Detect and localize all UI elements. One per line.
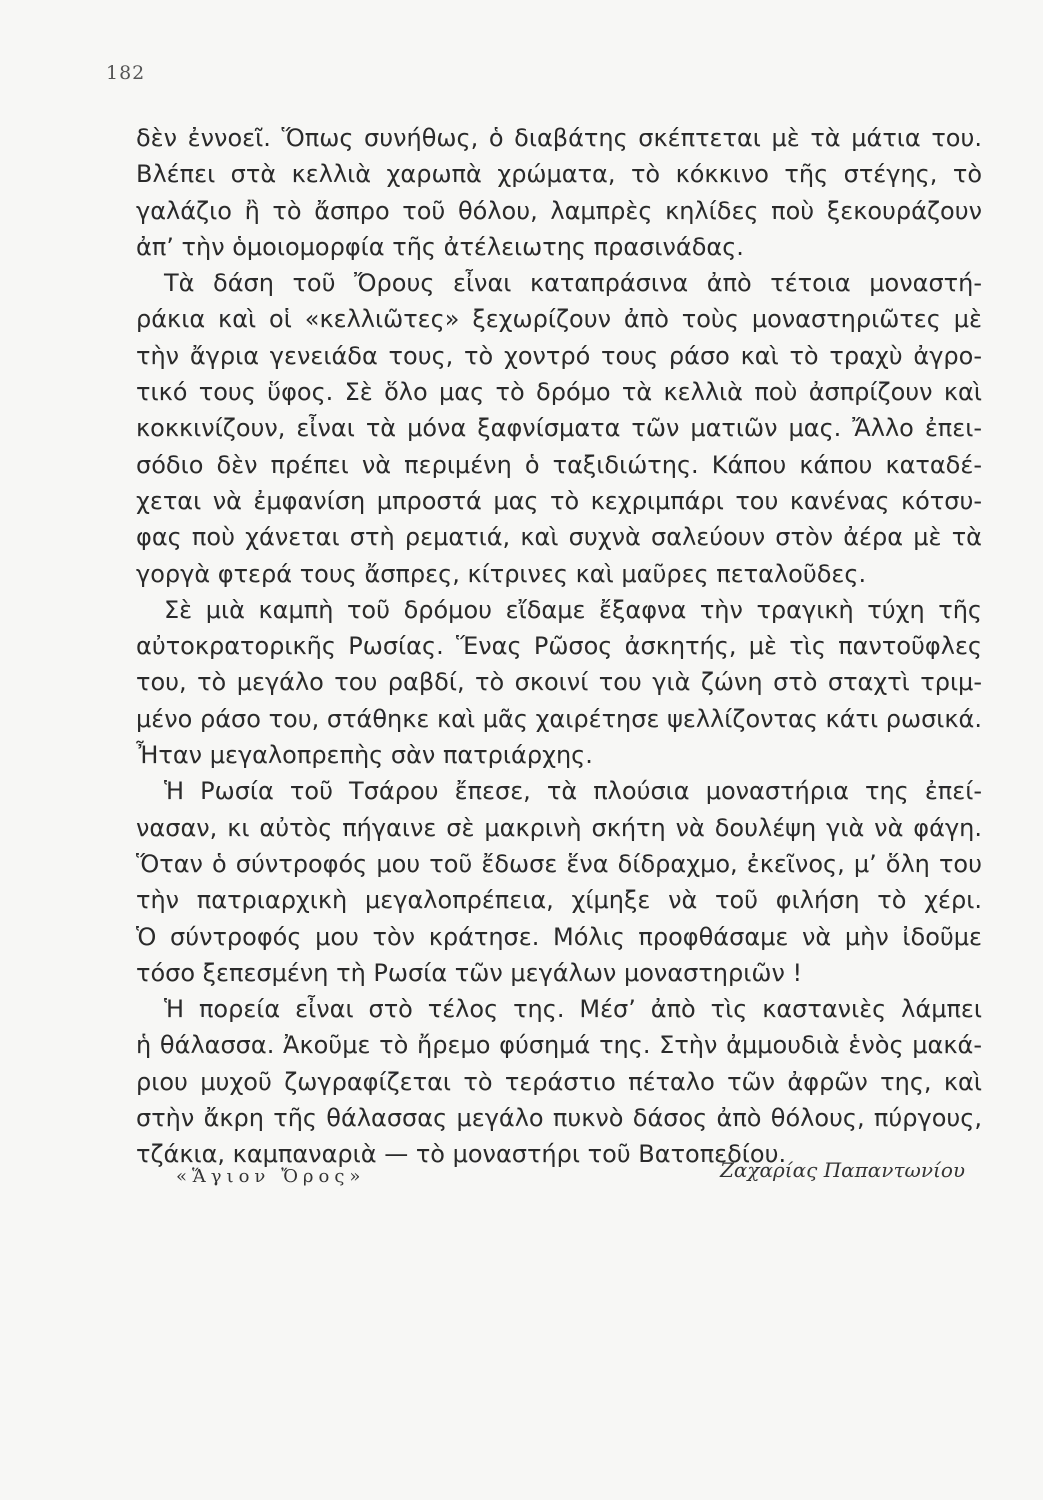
text-line: γοργὰ φτερά τους ἄσπρες, κίτρινες καὶ μαῦρες πεταλοῦδες. [136, 559, 867, 588]
text-line: τὴν ἄγρια γενειάδα τους, τὸ χοντρό τους ράσο καὶ τὸ τραχὺ ἀγρο- [136, 341, 982, 370]
text-line: αὐτοκρατορικῆς Ρωσίας. Ἕνας Ρῶσος ἀσκητής, μὲ τὶς παντοῦφλες [136, 632, 982, 661]
text-line: του, τὸ μεγάλο του ραβδί, τὸ σκοινί του γιὰ ζώνη στὸ σταχτὶ τριμ- [136, 668, 982, 697]
text-line: μένο ράσο του, στάθηκε καὶ μᾶς χαιρέτησε ψελλίζοντας κάτι ρωσικά. [136, 704, 982, 733]
text-line: τζάκια, καμπαναριὰ — τὸ μοναστήρι τοῦ Βατοπεδίου. [136, 1140, 787, 1169]
text-line: Βλέπει στὰ κελλιὰ χαρωπὰ χρώματα, τὸ κόκκινο τῆς στέγης, τὸ [136, 160, 982, 189]
text-line: Ὁ σύντροφός μου τὸν κράτησε. Μόλις προφθάσαμε νὰ μὴν ἰδοῦμε [136, 922, 982, 951]
text-line: Τὰ δάση τοῦ Ὄρους εἶναι καταπράσινα ἀπὸ τέτοια μοναστή- [164, 269, 982, 298]
text-line: κοκκινίζουν, εἶναι τὰ μόνα ξαφνίσματα τῶν ματιῶν μας. Ἄλλο ἐπει- [136, 414, 982, 443]
text-line: Ἡ Ρωσία τοῦ Τσάρου ἔπεσε, τὰ πλούσια μοναστήρια της ἐπεί- [164, 777, 982, 806]
page-number: 182 [106, 62, 146, 84]
text-line: ἀπ’ τὴν ὁμοιομορφία τῆς ἀτέλειωτης πρασινάδας. [136, 232, 744, 261]
text-line: Ἦταν μεγαλοπρεπὴς σὰν πατριάρχης. [136, 741, 593, 770]
text-line: ράκια καὶ οἱ «κελλιῶτες» ξεχωρίζουν ἀπὸ τοὺς μοναστηριῶτες μὲ [136, 305, 982, 334]
text-line: Σὲ μιὰ καμπὴ τοῦ δρόμου εἴδαμε ἔξαφνα τὴν τραγικὴ τύχη τῆς [164, 595, 982, 624]
text-line: ἡ θάλασσα. Ἀκοῦμε τὸ ἤρεμο φύσημά της. Στὴν ἀμμουδιὰ ἑνὸς μακά- [136, 1031, 982, 1060]
text-line: σόδιο δὲν πρέπει νὰ περιμένη ὁ ταξιδιώτης. Κάπου κάπου καταδέ- [136, 450, 982, 479]
text-line: δὲν ἐννοεῖ. Ὅπως συνήθως, ὁ διαβάτης σκέπτεται μὲ τὰ μάτια του. [136, 124, 982, 152]
text-line: τικό τους ὕφος. Σὲ ὅλο μας τὸ δρόμο τὰ κελλιὰ ποὺ ἀσπρίζουν καὶ [136, 378, 982, 407]
author-name: Ζαχαρίας Παπαντωνίου [720, 1158, 966, 1182]
text-line: νασαν, κι αὐτὸς πήγαινε σὲ μακρινὴ σκήτη νὰ δουλέψη γιὰ νὰ φάγη. [136, 813, 982, 842]
text-line: γαλάζιο ἢ τὸ ἄσπρο τοῦ θόλου, λαμπρὲς κηλίδες ποὺ ξεκουράζουν [136, 196, 982, 225]
text-line: ριου μυχοῦ ζωγραφίζεται τὸ τεράστιο πέταλο τῶν ἀφρῶν της, καὶ [136, 1067, 982, 1096]
source-title: «Ἅγιον Ὄρος» [176, 1166, 366, 1187]
text-line: Ὅταν ὁ σύντροφός μου τοῦ ἔδωσε ἕνα δίδραχμο, ἐκεῖνος, μ’ ὅλη του [136, 849, 982, 878]
text-line: Ἡ πορεία εἶναι στὸ τέλος της. Μέσ’ ἀπὸ τὶς καστανιὲς λάμπει [164, 995, 982, 1024]
text-line: στὴν ἄκρη τῆς θάλασσας μεγάλο πυκνὸ δάσος ἀπὸ θόλους, πύργους, [136, 1104, 982, 1133]
text-line: χεται νὰ ἐμφανίση μπροστά μας τὸ κεχριμπάρι του κανένας κότσυ- [136, 486, 982, 515]
text-line: τὴν πατριαρχικὴ μεγαλοπρέπεια, χίμηξε νὰ τοῦ φιλήση τὸ χέρι. [136, 886, 982, 915]
body-text [136, 120, 982, 1173]
text-line: φας ποὺ χάνεται στὴ ρεματιά, καὶ συχνὰ σαλεύουν στὸν ἀέρα μὲ τὰ [136, 523, 982, 552]
text-line: τόσο ξεπεσμένη τὴ Ρωσία τῶν μεγάλων μοναστηριῶν ! [136, 958, 803, 987]
